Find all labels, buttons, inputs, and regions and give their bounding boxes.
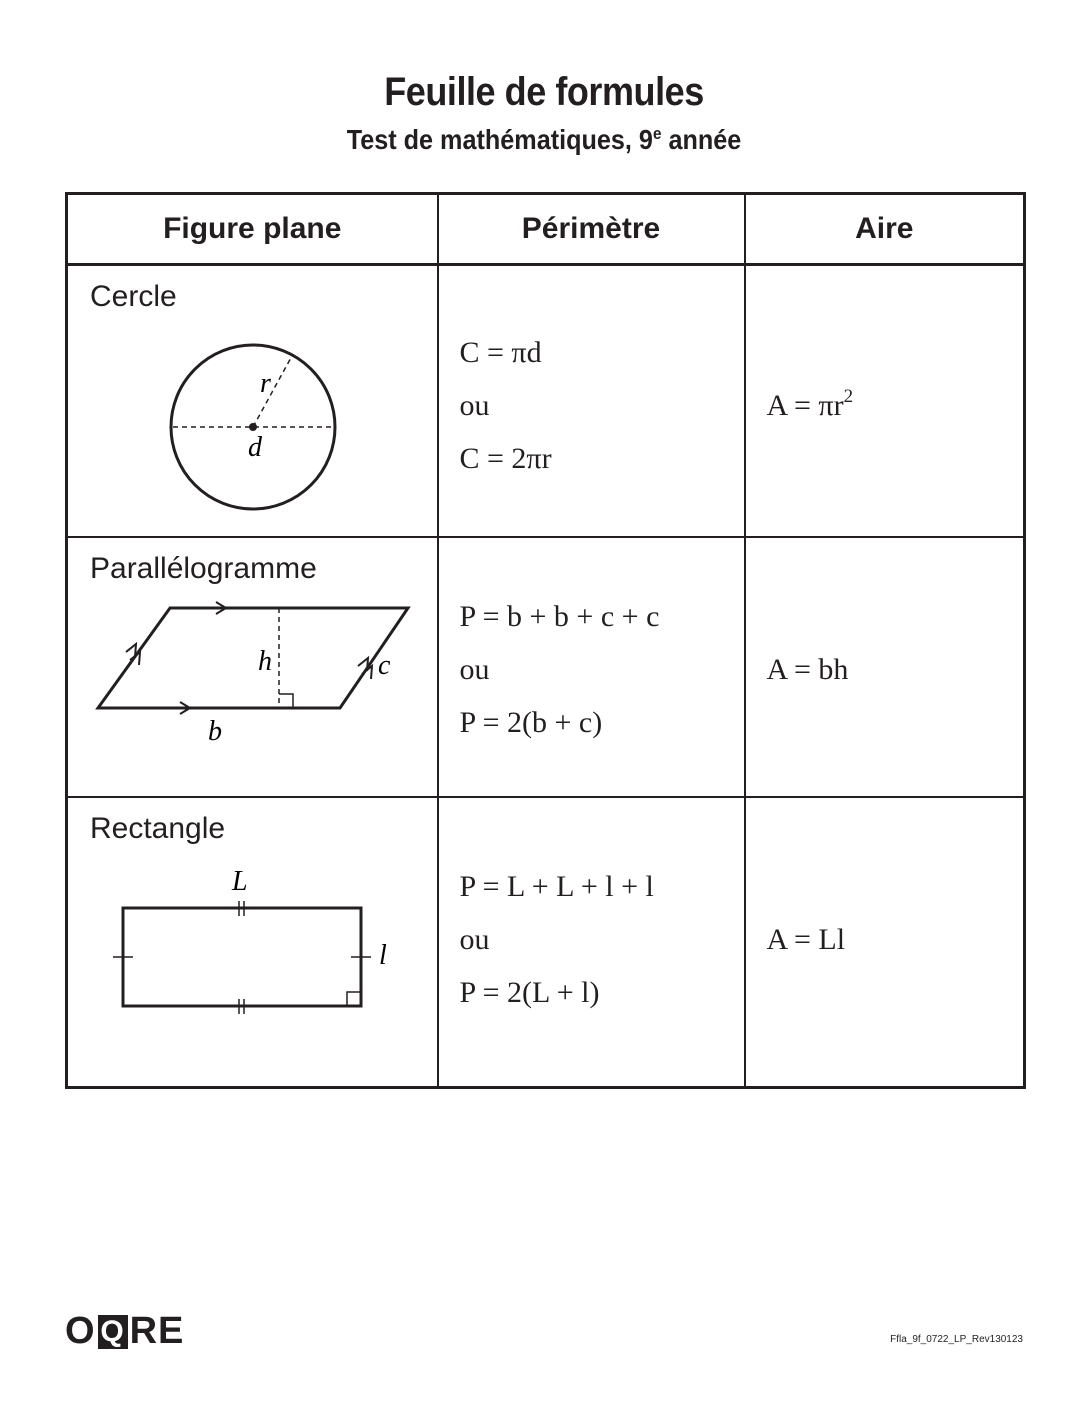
- subtitle-text: Test de mathématiques, 9: [346, 124, 653, 155]
- center-point: [249, 423, 257, 431]
- formula-line: P = L + L + l + l: [459, 870, 654, 903]
- area-base: A = bh: [766, 653, 849, 686]
- area-exponent: 2: [843, 386, 854, 407]
- cell-figure-parallelogramme: [67, 537, 438, 797]
- header-figure: Figure plane: [67, 194, 438, 265]
- cell-perimeter-cercle: [438, 265, 745, 538]
- cell-area-cercle: [745, 265, 1025, 538]
- rectangle-diagram: [68, 846, 439, 1066]
- formula-line: ou: [459, 389, 490, 422]
- subtitle-suffix: année: [661, 124, 742, 155]
- cell-perimeter-rectangle: [438, 797, 745, 1088]
- table-row-cercle: [67, 265, 1025, 538]
- document-code: Ffla_9f_0722_LP_Rev130123: [890, 1334, 1023, 1345]
- formula-line: C = 2πr: [459, 442, 552, 475]
- radius-line: [253, 354, 293, 427]
- shape-name-parallelogramme: Parallélogramme: [90, 552, 317, 585]
- table-header-row: [67, 194, 1025, 265]
- cell-area-rectangle: [745, 797, 1025, 1088]
- cell-figure-rectangle: [67, 797, 438, 1088]
- label-b: b: [208, 716, 222, 747]
- cell-area-parallelogramme: [745, 537, 1025, 797]
- right-angle-mark: [347, 992, 361, 1006]
- cell-perimeter-parallelogramme: [438, 537, 745, 797]
- arrow-left-icon: [126, 644, 136, 657]
- label-r: r: [260, 368, 271, 399]
- perimeter-formulas-cercle: [460, 326, 552, 485]
- area-formula-parallelogramme: [767, 650, 849, 687]
- circle-diagram: [68, 314, 439, 524]
- header-perimeter: Périmètre: [438, 194, 745, 265]
- formula-line: P = 2(L + l): [459, 976, 600, 1009]
- logo-right: RE: [129, 1310, 185, 1352]
- oqre-logo: [65, 1310, 184, 1353]
- label-d: d: [248, 432, 262, 463]
- formula-table: [65, 192, 1026, 1089]
- cell-figure-cercle: [67, 265, 438, 538]
- rectangle-shape: [123, 908, 361, 1006]
- arrow-right-icon: [358, 658, 368, 671]
- label-h: h: [258, 646, 272, 677]
- formula-line: P = b + b + c + c: [459, 600, 660, 633]
- formula-line: ou: [459, 923, 490, 956]
- area-formula-cercle: [767, 386, 854, 423]
- formula-line: C = πd: [459, 336, 542, 369]
- shape-name-rectangle: Rectangle: [90, 812, 226, 845]
- area-base: A = πr: [766, 389, 844, 422]
- shape-name-cercle: Cercle: [90, 280, 177, 313]
- subtitle-superscript: e: [652, 124, 662, 143]
- label-c: c: [378, 650, 391, 681]
- area-formula-rectangle: [767, 920, 846, 957]
- perimeter-formulas-parallelogramme: [460, 590, 660, 749]
- area-base: A = Ll: [766, 923, 846, 956]
- label-l: l: [379, 940, 387, 971]
- header-area: Aire: [745, 194, 1025, 265]
- page-subtitle: [54, 124, 1033, 156]
- table-row-rectangle: [67, 797, 1025, 1088]
- logo-left: O: [65, 1310, 96, 1352]
- label-L: L: [232, 866, 248, 897]
- logo-q: Q: [98, 1315, 128, 1349]
- parallelogram-shape: [98, 608, 408, 708]
- formula-line: ou: [459, 653, 490, 686]
- right-angle-mark: [279, 694, 293, 708]
- parallelogram-diagram: [68, 586, 439, 776]
- formula-line: P = 2(b + c): [459, 706, 603, 739]
- page-title: Feuille de formules: [384, 70, 704, 114]
- table-row-parallelogramme: [67, 537, 1025, 797]
- perimeter-formulas-rectangle: [460, 860, 654, 1019]
